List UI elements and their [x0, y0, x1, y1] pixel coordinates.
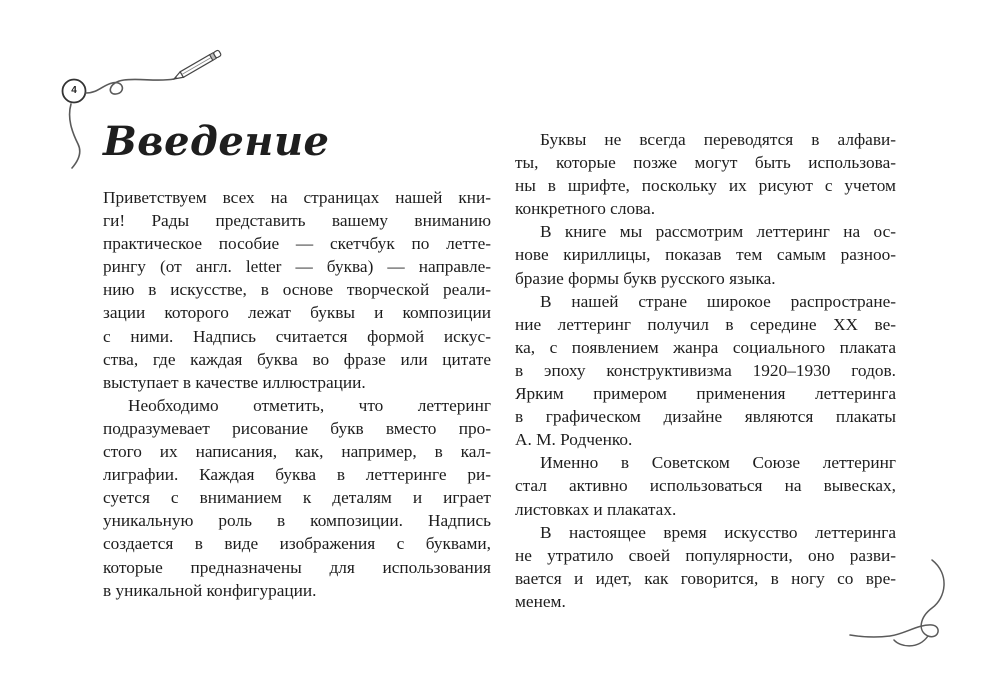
- title-flourish: [70, 104, 80, 168]
- header-ornament: [0, 0, 260, 200]
- left-text-column: [103, 186, 491, 602]
- text-line: А. М. Родченко.: [515, 430, 633, 450]
- text-line: листовках и плакатах.: [515, 499, 677, 519]
- page-title: Введение: [103, 118, 330, 165]
- text-line: ства, где каждая буква во фразе или цитате: [103, 349, 491, 369]
- text-line: подразумевает рисование букв вместо про-: [103, 418, 491, 438]
- text-line: ка, с появлением жанра социального плаката: [515, 337, 896, 357]
- right-text-column: [515, 128, 896, 613]
- text-line: в графическом дизайне являются плакаты: [515, 407, 896, 427]
- text-line: ны в шрифте, поскольку их рисуют с учетом: [515, 176, 896, 196]
- text-line: зации которого лежат буквы и композиции: [103, 303, 491, 323]
- text-line: Именно в Советском Союзе леттеринг: [540, 453, 896, 473]
- footer-swirl-tail: [894, 636, 928, 646]
- text-line: практическое пособие — скетчбук по летте-: [103, 234, 491, 254]
- text-line: выступает в качестве иллюстрации.: [103, 372, 366, 392]
- text-line: стого их написания, как, например, в кал-: [103, 442, 491, 462]
- text-line: В настоящее время искусство леттеринга: [540, 522, 896, 542]
- text-line: с ними. Надпись считается формой искус-: [103, 326, 491, 346]
- page-number: 4: [71, 85, 77, 96]
- text-line: ты, которые позже могут быть использова-: [515, 153, 896, 173]
- text-line: В книге мы рассмотрим леттеринг на ос-: [540, 222, 896, 242]
- text-line: в уникальной конфигурации.: [103, 580, 317, 600]
- text-line: в эпоху конструктивизма 1920–1930 годов.: [515, 360, 896, 380]
- text-line: вается и идет, как говорится, в ногу со вре-: [515, 568, 896, 588]
- text-line: рингу (от англ. letter — буква) — направле-: [103, 257, 491, 277]
- pencil-icon: [172, 50, 221, 82]
- text-line: В нашей стране широкое распростране-: [540, 291, 896, 311]
- text-line: которые предназначены для использования: [103, 557, 491, 577]
- text-line: стал активно использоваться на вывесках,: [515, 476, 896, 496]
- text-line: лиграфии. Каждая буква в леттеринге ри-: [103, 465, 491, 485]
- text-line: конкретного слова.: [515, 199, 656, 219]
- text-line: уникальную роль в композиции. Надпись: [103, 511, 491, 531]
- text-line: создается в виде изображения с буквами,: [103, 534, 491, 554]
- text-line: Буквы не всегда переводятся в алфави-: [540, 130, 896, 149]
- text-line: Приветствуем всех на страницах нашей кни-: [103, 188, 491, 207]
- text-line: суется с вниманием к деталям и играет: [103, 488, 491, 508]
- text-line: нию в искусстве, в основе творческой реали-: [103, 280, 491, 300]
- text-line: нове кириллицы, показав тем самым разноо-: [515, 245, 896, 265]
- text-line: ние леттеринг получил в середине XX ве-: [515, 314, 896, 334]
- text-line: бразие формы букв русского языка.: [515, 268, 776, 288]
- text-line: Необходимо отметить, что леттеринг: [128, 395, 491, 415]
- text-line: менем.: [515, 591, 566, 611]
- text-line: не утратило своей популярности, оно разви-: [515, 545, 896, 565]
- text-line: ги! Рады представить вашему вниманию: [103, 211, 491, 231]
- swirl-line: [86, 79, 174, 94]
- text-line: Ярким примером применения леттеринга: [515, 384, 896, 404]
